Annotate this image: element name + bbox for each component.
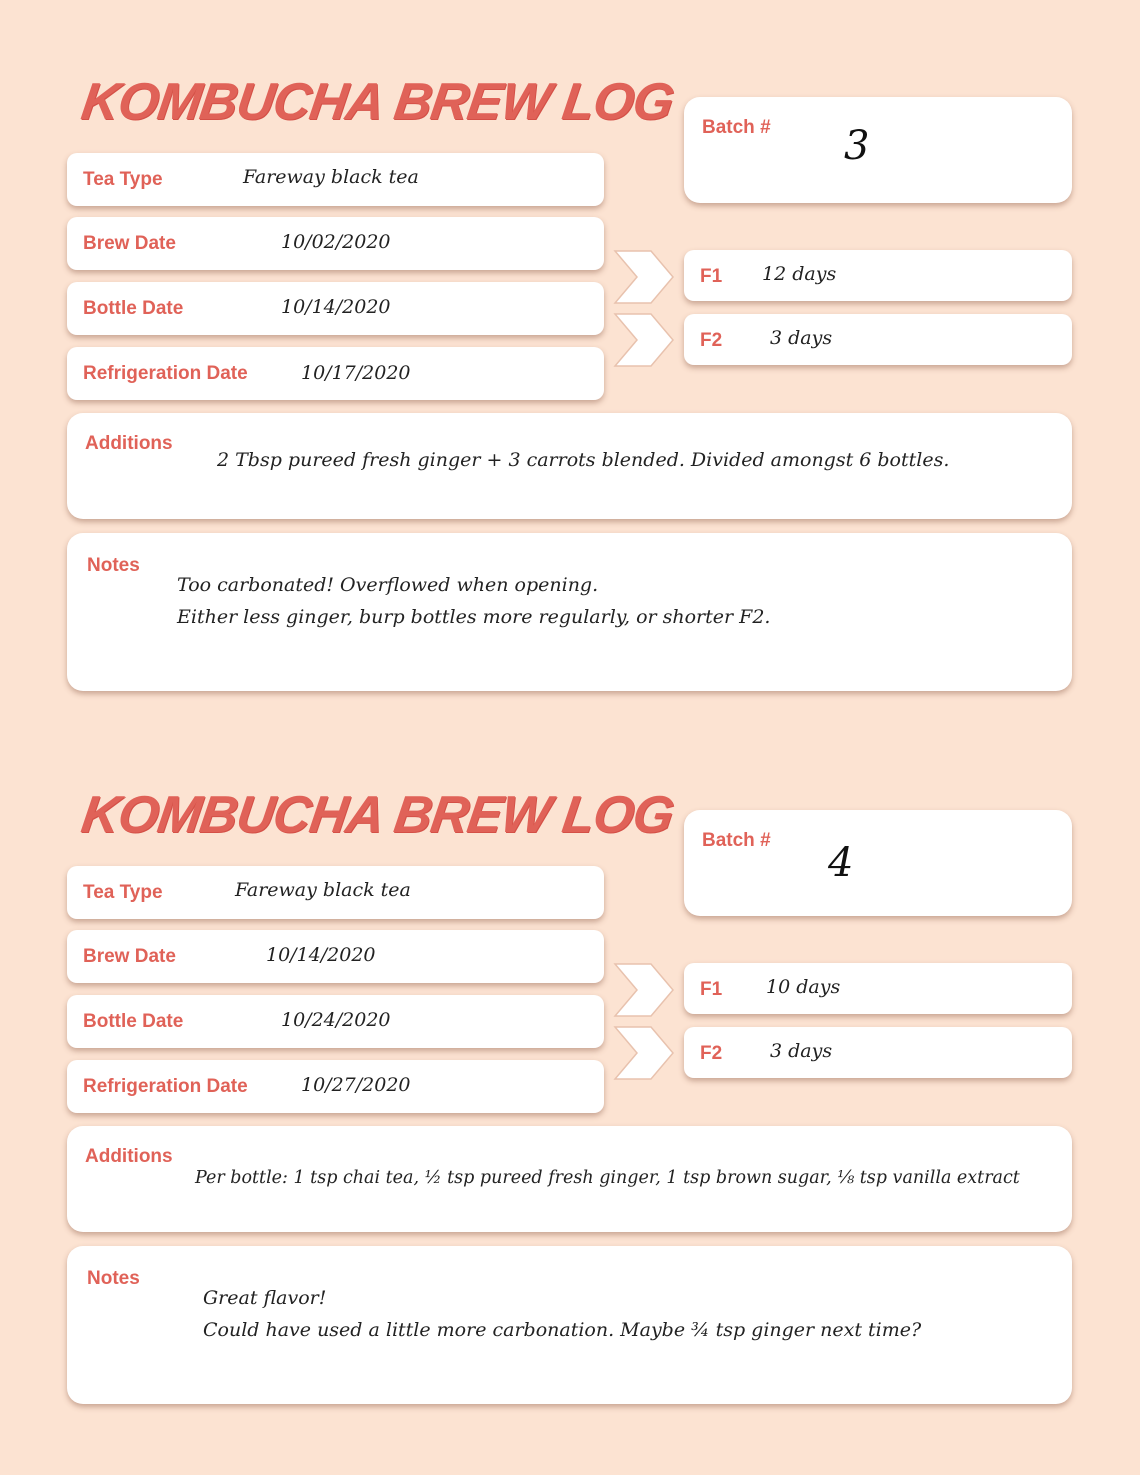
tea-type-field [67,153,604,206]
notes-value [177,569,770,633]
chevron-right-icon [613,312,675,368]
brew-log-batch-4 [0,713,1140,1353]
f1-value: 12 days [762,263,837,285]
notes-label: Notes [87,555,140,576]
f2-field [684,314,1072,365]
batch-box [684,97,1072,203]
tea-type-label: Tea Type [83,169,163,190]
batch-number: 3 [844,123,870,169]
f2-value: 3 days [770,1040,833,1062]
f2-value: 3 days [770,327,833,349]
f1-value: 10 days [766,976,841,998]
batch-box [684,810,1072,916]
f1-label: F1 [700,979,723,1000]
note-line: Too carbonated! Overflowed when opening. [177,574,599,596]
chevron-right-icon [613,962,675,1018]
brew-date-label: Brew Date [83,233,176,254]
brew-date-value: 10/02/2020 [281,231,391,253]
bottle-date-value: 10/14/2020 [281,296,391,318]
note-line: Either less ginger, burp bottles more regularly, or shorter F2. [177,606,771,628]
additions-label: Additions [85,1146,173,1167]
refrigeration-date-value: 10/27/2020 [301,1074,411,1096]
tea-type-value: Fareway black tea [235,879,411,901]
note-line: Great flavor! [203,1287,327,1309]
additions-value: Per bottle: 1 tsp chai tea, ½ tsp pureed fresh ginger, 1 tsp brown sugar, ⅛ tsp vanilla extract [195,1168,1020,1188]
brew-date-label: Brew Date [83,946,176,967]
chevron-right-icon [613,249,675,305]
bottle-date-value: 10/24/2020 [281,1009,391,1031]
additions-value: 2 Tbsp pureed fresh ginger + 3 carrots blended. Divided amongst 6 bottles. [217,449,950,471]
refrigeration-date-label: Refrigeration Date [83,363,248,384]
f1-field [684,250,1072,301]
additions-box [67,1126,1072,1232]
note-line: Could have used a little more carbonation. Maybe ¾ tsp ginger next time? [203,1319,922,1341]
notes-label: Notes [87,1268,140,1289]
tea-type-label: Tea Type [83,882,163,903]
log-title: KOMBUCHA BREW LOG [77,73,677,131]
bottle-date-label: Bottle Date [83,298,184,319]
notes-value [203,1282,921,1346]
brew-date-field [67,217,604,270]
tea-type-value: Fareway black tea [243,166,419,188]
additions-label: Additions [85,433,173,454]
refrigeration-date-field [67,347,604,400]
refrigeration-date-value: 10/17/2020 [301,362,411,384]
batch-label: Batch # [702,117,771,138]
f2-label: F2 [700,330,723,351]
brew-date-value: 10/14/2020 [266,944,376,966]
bottle-date-field [67,282,604,335]
tea-type-field [67,866,604,919]
notes-box [67,533,1072,691]
bottle-date-label: Bottle Date [83,1011,184,1032]
additions-box [67,413,1072,519]
refrigeration-date-label: Refrigeration Date [83,1076,248,1097]
f1-field [684,963,1072,1014]
brew-log-batch-3 [0,0,1140,640]
f1-label: F1 [700,266,723,287]
chevron-right-icon [613,1025,675,1081]
bottle-date-field [67,995,604,1048]
notes-box [67,1246,1072,1404]
batch-number: 4 [828,840,854,886]
f2-field [684,1027,1072,1078]
refrigeration-date-field [67,1060,604,1113]
batch-label: Batch # [702,830,771,851]
f2-label: F2 [700,1043,723,1064]
log-title: KOMBUCHA BREW LOG [77,786,677,844]
brew-date-field [67,930,604,983]
